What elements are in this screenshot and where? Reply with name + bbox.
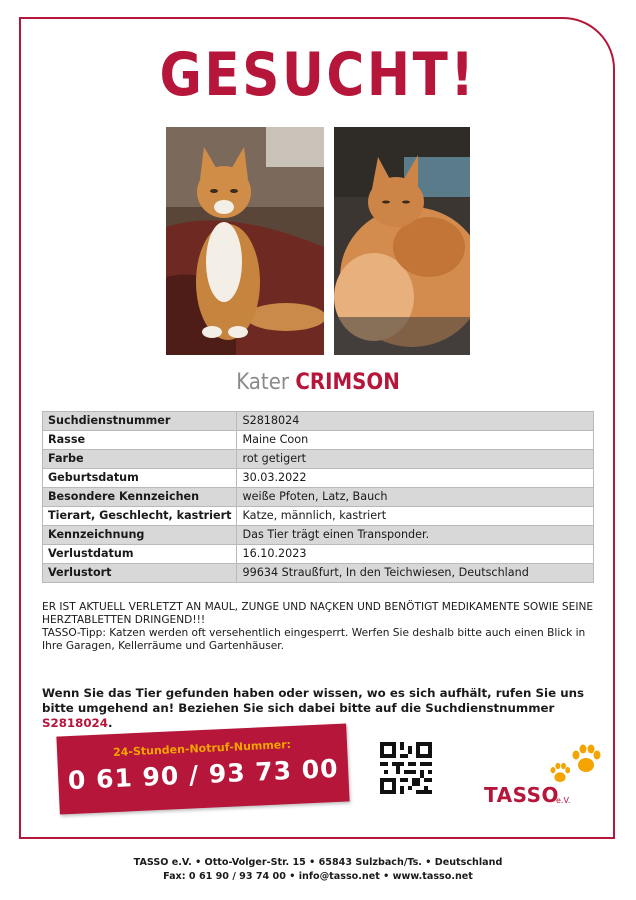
cat-photo-sitting: [166, 127, 324, 355]
hotline-label: 24-Stunden-Notruf-Nummer:: [112, 737, 292, 760]
detail-value: 30.03.2022: [237, 469, 594, 488]
paw-icon: [546, 761, 574, 785]
hotline-number[interactable]: 0 61 90 / 93 73 00: [67, 753, 340, 796]
qr-code-icon[interactable]: [380, 742, 432, 794]
headline: GESUCHT!: [159, 40, 477, 110]
table-row: [43, 564, 594, 583]
table-row: [43, 488, 594, 507]
injury-warning: ER IST AKTUELL VERLETZT AN MAUL, ZUNGE UND NAÇKEN UND BENÖTIGT MEDIKAMENTE SOWIE SEINE HERZTABLETTEN DRINGEND!!!: [42, 601, 594, 626]
table-row: [43, 431, 594, 450]
footer-contact[interactable]: Fax: 0 61 90 / 93 74 00 • info@tasso.net • www.tasso.net: [163, 871, 473, 882]
detail-value: rot getigert: [237, 450, 594, 469]
detail-value: 99634 Straußfurt, In den Teichwiesen, Deutschland: [237, 564, 594, 583]
tasso-tip: TASSO-Tipp: Katzen werden oft versehentlich eingesperrt. Werfen Sie deshalb bitte auch einen Blick in Ihre Garagen, Kellerräume und Gartenhäuser.: [42, 627, 586, 652]
detail-value: S2818024: [237, 412, 594, 431]
pet-name: [0, 368, 636, 398]
notes: [42, 601, 602, 653]
pet-name-prefix: Kater: [236, 370, 290, 395]
detail-value: Das Tier trägt einen Transponder.: [237, 526, 594, 545]
detail-value: 16.10.2023: [237, 545, 594, 564]
table-row: [43, 450, 594, 469]
logo-suffix: e.V.: [556, 796, 571, 805]
call-to-action-text: Wenn Sie das Tier gefunden haben oder wissen, wo es sich aufhält, rufen Sie uns bitte umgehend an! Beziehen Sie sich dabei bitte auf die Suchdienstnummer: [42, 686, 585, 715]
table-row: [43, 469, 594, 488]
details-table: [42, 411, 594, 583]
table-row: [43, 545, 594, 564]
detail-label: Farbe: [43, 450, 237, 469]
detail-label: Suchdienstnummer: [43, 412, 237, 431]
tasso-logo: [484, 741, 614, 813]
detail-value: weiße Pfoten, Latz, Bauch: [237, 488, 594, 507]
detail-label: Verlustdatum: [43, 545, 237, 564]
table-row: [43, 507, 594, 526]
logo-name: TASSO: [484, 783, 559, 807]
reference-number: S2818024: [42, 716, 108, 730]
detail-value: Katze, männlich, kastriert: [237, 507, 594, 526]
table-row: [43, 526, 594, 545]
detail-label: Verlustort: [43, 564, 237, 583]
call-to-action-end: .: [107, 716, 113, 730]
detail-label: Rasse: [43, 431, 237, 450]
hotline-banner: [56, 723, 349, 814]
detail-value: Maine Coon: [237, 431, 594, 450]
detail-label: Kennzeichnung: [43, 526, 237, 545]
detail-label: Besondere Kennzeichen: [43, 488, 237, 507]
footer: [0, 856, 636, 884]
table-row: [43, 412, 594, 431]
cat-photo-curled: [334, 127, 470, 355]
detail-label: Tierart, Geschlecht, kastriert: [43, 507, 237, 526]
detail-label: Geburtsdatum: [43, 469, 237, 488]
pet-name-main: CRIMSON: [295, 370, 400, 395]
footer-address: TASSO e.V. • Otto-Volger-Str. 15 • 65843 Sulzbach/Ts. • Deutschland: [133, 857, 503, 868]
